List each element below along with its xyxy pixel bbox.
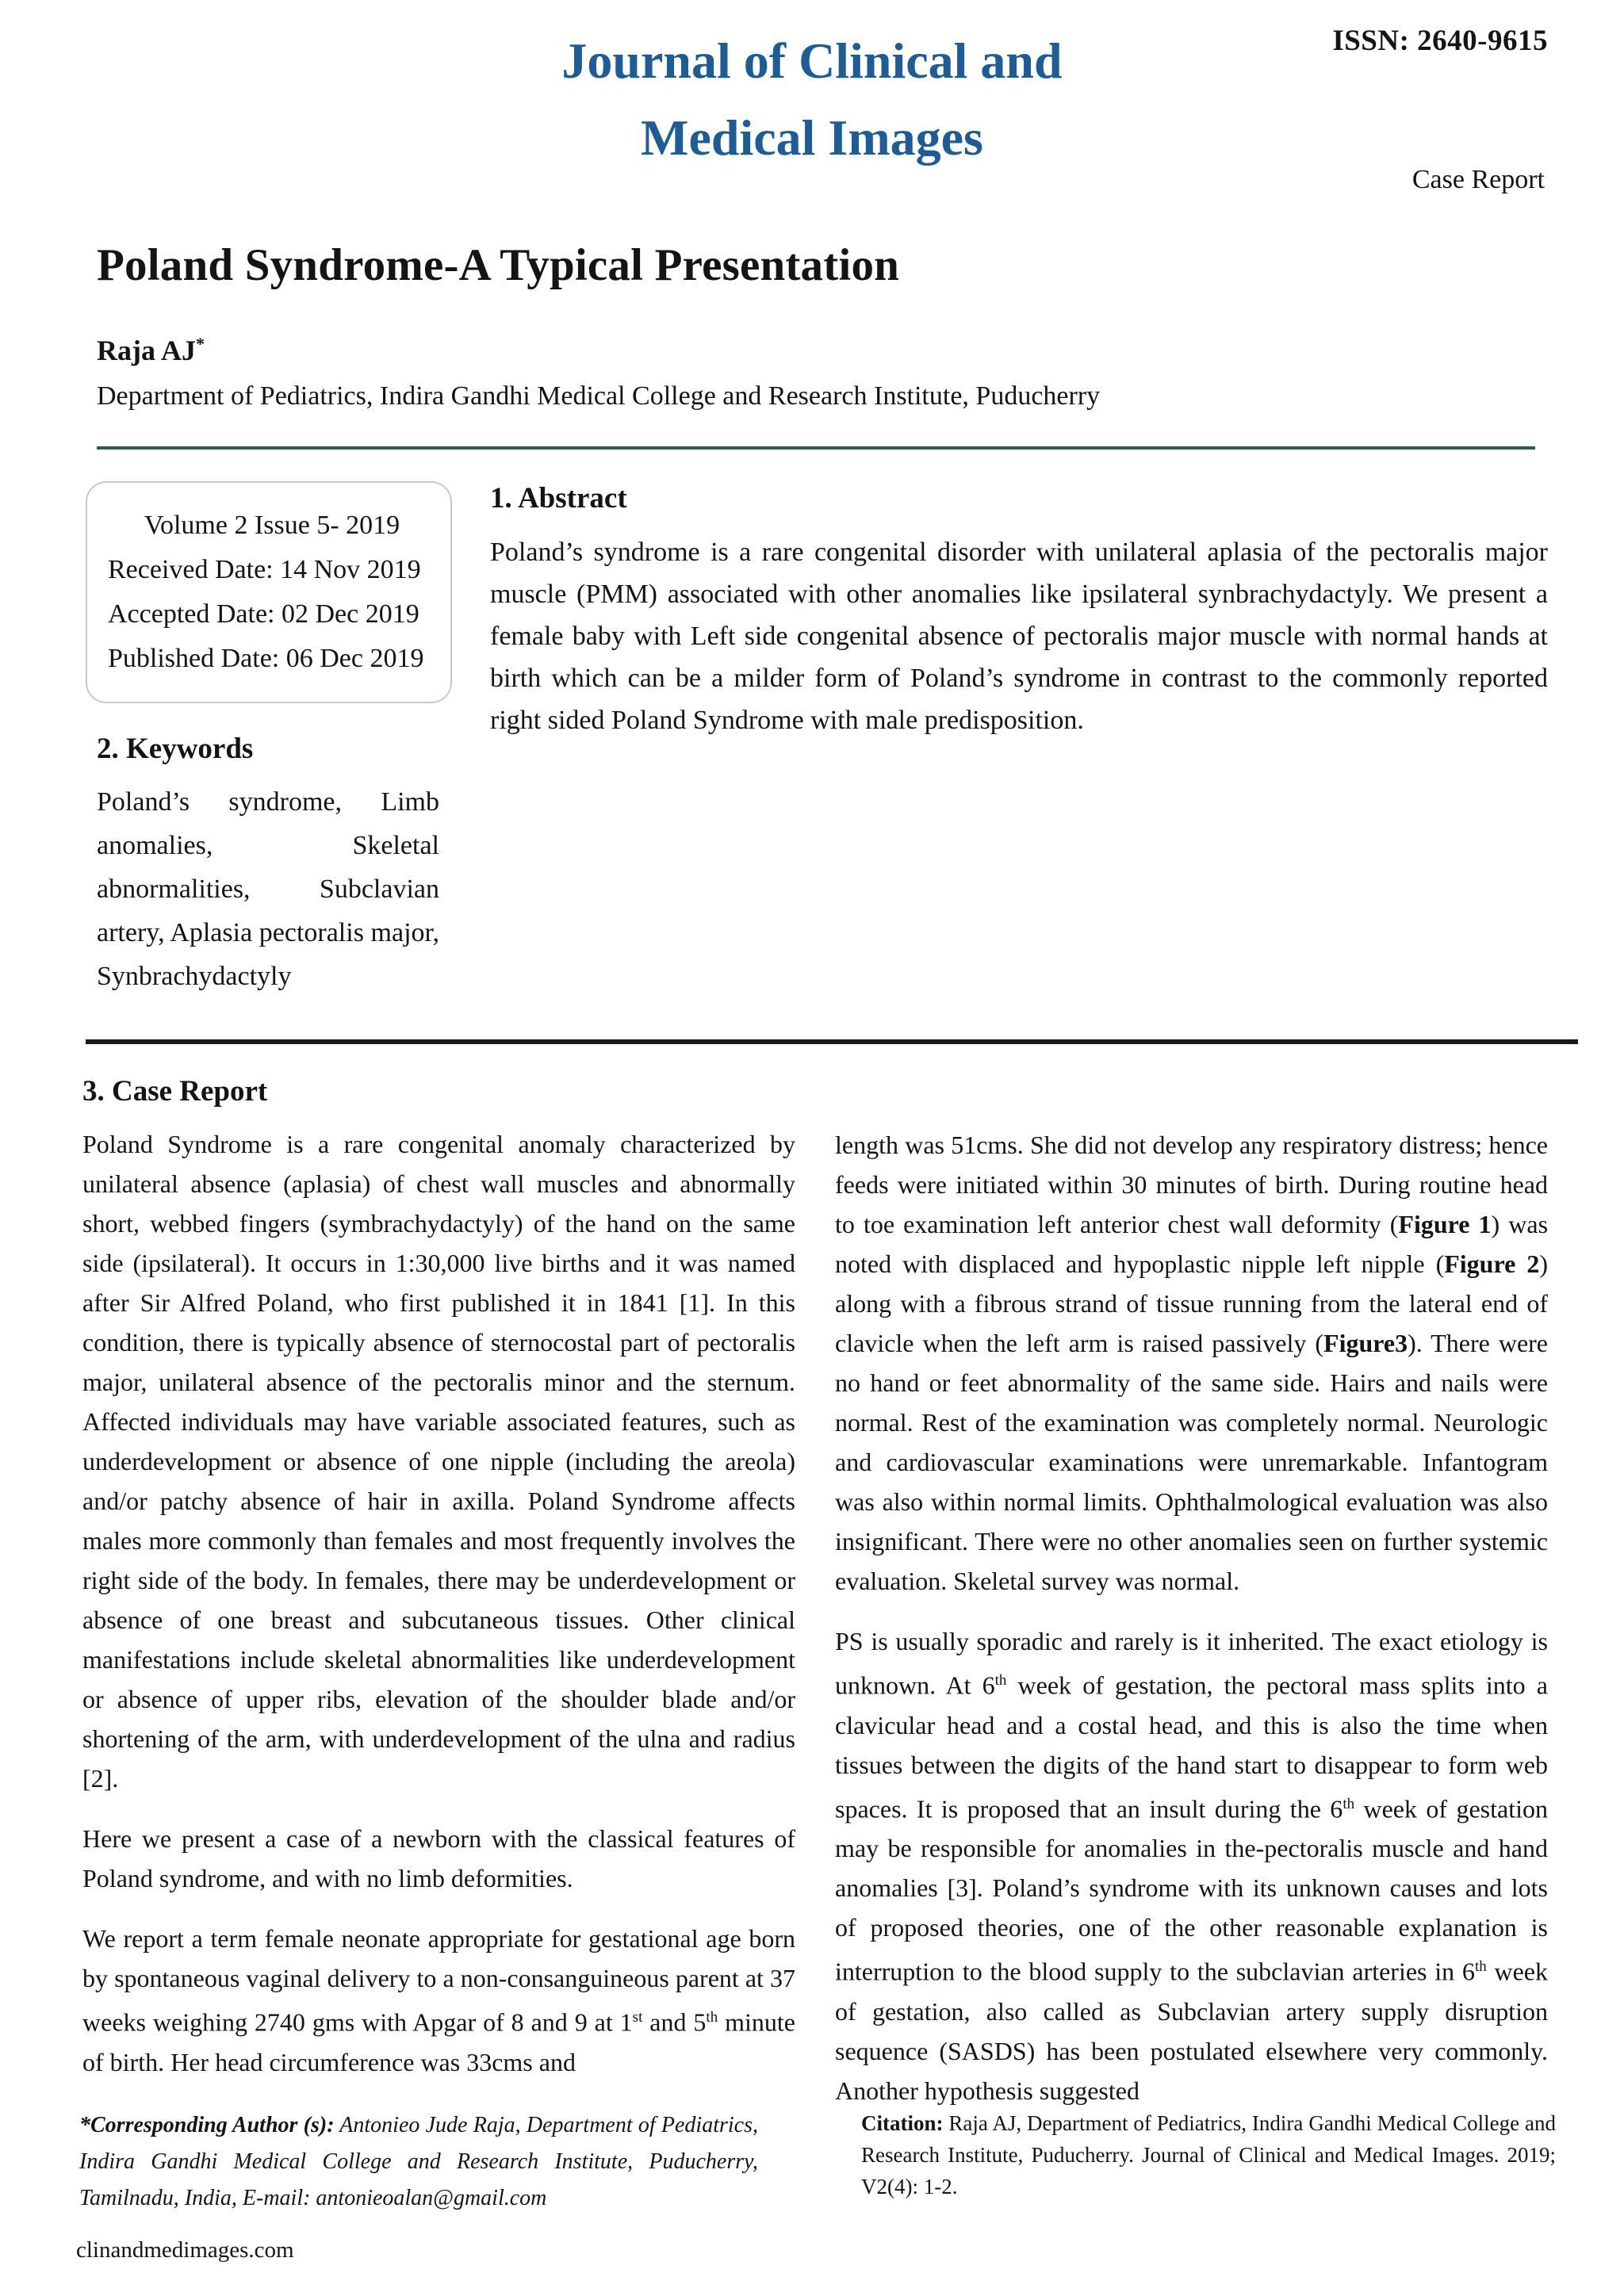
case-left-p1: Poland Syndrome is a rare congenital anomaly characterized by unilateral absence (aplasia) of chest wall muscles and abnormally short, webbed fingers (symbrachydactyly) of the hand on the same side (ipsilateral). It occurs in 1:30,000 live births and it was named after Sir Alfred Poland, who first published it in 1841 [1]. In this condition, there is typically absence of sternocostal part of pectoralis major, unilateral absence of the pectoralis minor and the sternum. Affected individuals may have variable associated features, such as underdevelopment or absence of one nipple (including the areola) and/or patchy absence of hair in axilla. Poland Syndrome affects males more commonly than females and most frequently involves the right side of the body. In females, there may be underdevelopment or absence of one breast and subcutaneous tissues. Other clinical manifestations include skeletal abnormalities like underdevelopment or absence of upper ribs, elevation of the shoulder blade and/or shortening of the arm, with underdevelopment of the ulna and radius [2]. [82,1130,795,1793]
text-segment: ). There were no hand or feet abnormality of the same side. Hairs and nails were normal. Rest of the examination was completely normal. Neurologic and cardiovascular examinations were unremarkable. Infantogram was also within normal limits. Ophthalmological evaluation was also insignificant. There were no other anomalies seen on further systemic evaluation. Skeletal survey was normal. [835,1329,1549,1595]
keywords-heading: 2. Keywords [97,733,254,765]
ordinal-superscript: th [1342,1795,1355,1812]
ordinal-superscript: th [994,1672,1007,1689]
issn-label: ISSN: 2640-9615 [1332,25,1548,57]
divider-teal [97,446,1535,450]
abstract-text: Poland’s syndrome is a rare congenital disorder with unilateral aplasia of the pectoralis major muscle (PMM) associated with other anomalies like ipsilateral synbrachydactyly. We present a female baby with Left side congenital absence of pectoralis major muscle with normal hands at birth which can be a milder form of Poland’s syndrome in contrast to the commonly reported right sided Poland Syndrome with male predisposition. [490,538,1548,735]
figure-2-reference: Figure 2 [1444,1249,1540,1278]
journal-title-line2: Medical Images [641,109,983,166]
text-segment: week of gestation, also called as Subclavian artery supply disruption sequence (SASDS) has been postulated elsewhere very commonly. Another hypothesis suggested [835,1957,1549,2105]
text-segment: minute of birth. Her head circumference was 33cms and [82,2007,796,2076]
text-segment: PS is usually sporadic and rarely is it inherited. The exact etiology is unknown. At 6 [835,1627,1548,1700]
corresponding-author-note [79,2107,758,2217]
left-rail [86,481,452,998]
author-asterisk: * [196,334,205,354]
text-segment: week of gestation may be responsible for anomalies in the-pectoralis muscle and hand anomalies [3]. Poland’s syndrome with its unknown causes and lots of proposed theories, one of the other reasonable explanation is interruption to the blood supply to the subclavian arteries in 6 [835,1794,1549,1986]
text-segment: week of gestation, the pectoral mass splits into a clavicular head and a costal head, and this is also the time when tissues between the digits of the hand start to disappear to form web spaces. It is proposed that an insult during the 6 [835,1670,1549,1823]
case-left-p3 [82,1919,795,2082]
volume-issue: Volume 2 Issue 5- 2019 [144,511,400,540]
ordinal-superscript: st [632,2009,643,2026]
journal-website-url: clinandmedimages.com [76,2237,294,2263]
case-right-p2 [835,1621,1548,2110]
keywords-text: Poland’s syndrome, Limb anomalies, Skeletal abnormalities, Subclavian artery, Aplasia pectoralis major, Synbrachydactyly [97,787,439,991]
issue-info-box [86,481,452,703]
corresponding-author-text: Antonieo Jude Raja, Department of Pediatrics, Indira Gandhi Medical College and Research Institute, Puducherry, Tamilnadu, India, E-mail: antonieoalan@gmail.com [79,2113,758,2210]
case-report-heading: 3. Case Report [82,1075,268,1108]
ordinal-superscript: th [1474,1958,1487,1976]
text-segment: We report a term female neonate appropriate for gestational age born by spontaneous vaginal delivery to a non-consanguineous parent at 37 weeks weighing 2740 gms with Apgar of 8 and 9 at 1 [82,1924,795,2037]
case-report-columns [82,1074,1548,2110]
case-left-column [82,1074,795,2110]
text-segment: ) was noted with displaced and hypoplastic nipple left nipple ( [835,1210,1549,1278]
author-name: Raja AJ [97,335,196,366]
title-block [97,239,1548,411]
article-title: Poland Syndrome-A Typical Presentation [97,240,900,290]
author-affiliation: Department of Pediatrics, Indira Gandhi Medical College and Research Institute, Puducherry [97,381,1101,411]
case-right-column [835,1074,1548,2110]
case-right-p1 [835,1125,1548,1601]
abstract-heading: 1. Abstract [490,482,627,515]
ordinal-superscript: th [706,2009,718,2026]
text-segment: length was 51cms. She did not develop any respiratory distress; hence feeds were initiated within 30 minutes of birth. During routine head to toe examination left anterior chest wall deformity ( [835,1131,1548,1238]
journal-title-line1: Journal of Clinical and [561,33,1063,89]
text-segment: ) along with a fibrous strand of tissue running from the lateral end of clavicle when the left arm is raised passively ( [835,1249,1549,1357]
figure-3-reference: Figure3 [1323,1329,1408,1357]
citation-label: Citation: [861,2111,944,2135]
citation-text: Raja AJ, Department of Pediatrics, Indira Gandhi Medical College and Research Institute, Puducherry. Journal of Clinical and Medical Images. 2019; V2(4): 1-2. [861,2111,1556,2198]
author-line [97,334,1548,367]
case-left-p2: Here we present a case of a newborn with the classical features of Poland syndrome, and with no limb deformities. [82,1824,795,1892]
article-type-label: Case Report [1411,165,1545,194]
journal-masthead [0,0,1624,200]
published-date: Published Date: 06 Dec 2019 [108,644,424,673]
citation-note [861,2107,1556,2202]
meta-row [86,481,1548,998]
accepted-date: Accepted Date: 02 Dec 2019 [108,599,419,629]
text-segment: and 5 [642,2007,707,2037]
corresponding-author-label: *Corresponding Author (s): [79,2113,335,2137]
received-date: Received Date: 14 Nov 2019 [108,555,421,584]
figure-1-reference: Figure 1 [1398,1210,1492,1238]
abstract-column [452,481,1548,998]
divider-dark [86,1039,1578,1044]
